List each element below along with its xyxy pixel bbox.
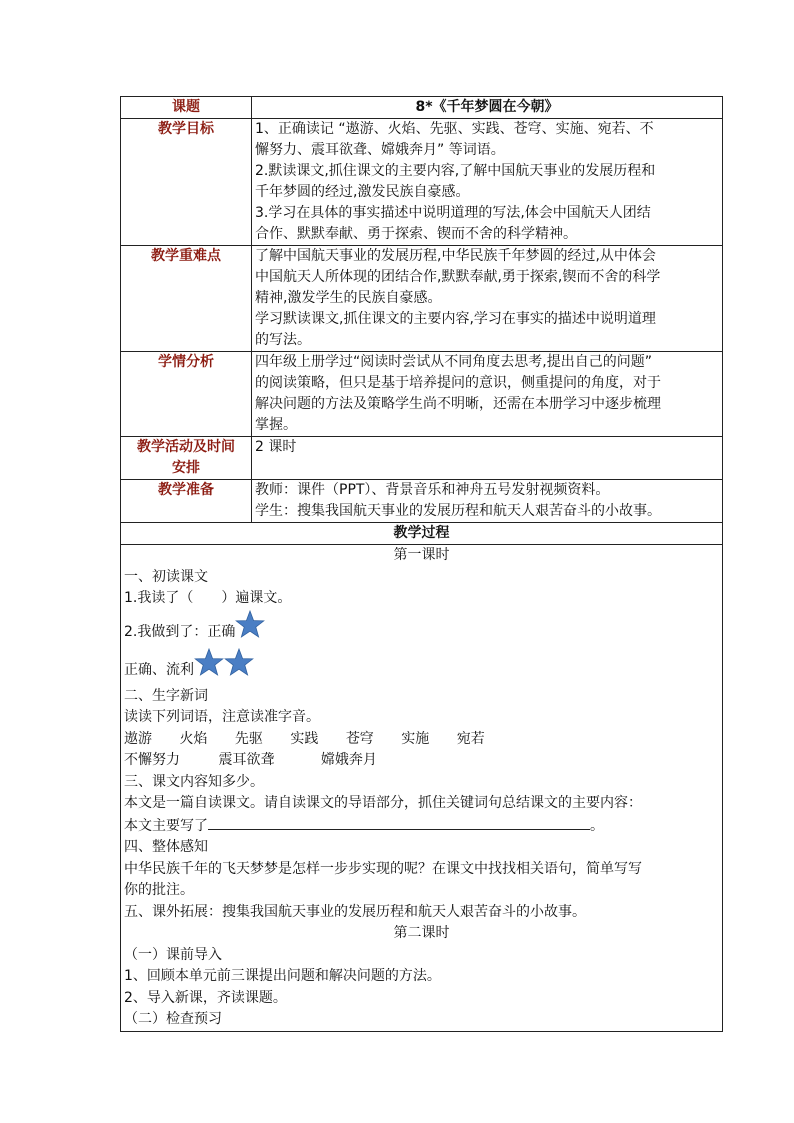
goals-content (252, 119, 723, 246)
goals-line: 3.学习在具体的事实描述中说明道理的写法,体会中国航天人团结 (255, 205, 651, 221)
key-points-line: 的写法。 (255, 332, 311, 348)
analysis-line: 掌握。 (255, 417, 297, 433)
word: 宛若 (456, 730, 485, 747)
star-icon (235, 610, 265, 638)
section1-title: 一、初读课文 (124, 568, 208, 585)
rating-correct-fluent-line (124, 648, 719, 686)
star-icon (224, 648, 254, 676)
summary-prefix: 本文主要写了 (124, 817, 208, 834)
schedule-row (121, 437, 723, 480)
goals-line: 2.默读课文,抓住课文的主要内容,了解中国航天事业的发展历程和 (255, 163, 656, 179)
section3-instruction: 本文是一篇自读课文。请自读课文的导语部分，抓住关键词句总结课文的主要内容： (124, 795, 642, 811)
analysis-label: 学情分析 (121, 352, 252, 437)
key-points-row (121, 246, 723, 352)
key-points-label: 教学重难点 (121, 246, 252, 352)
summary-answer-blank[interactable] (208, 815, 590, 830)
word: 震耳欲聋 (218, 752, 275, 768)
rating-correct-label: 2.我做到了：正确 (124, 623, 236, 640)
read-count-line: 1.我读了（ ）遍课文。 (124, 590, 292, 606)
analysis-line: 四年级上册学过“阅读时尝试从不同角度去思考,提出自己的问题” (255, 354, 652, 370)
word: 嫦娥奔月 (320, 752, 377, 768)
preparation-line: 教师：课件（PPT）、背景音乐和神舟五号发射视频资料。 (255, 482, 610, 498)
words-row-1 (124, 729, 719, 751)
star-icon (194, 648, 224, 676)
section2-title: 二、生字新词 (124, 687, 208, 704)
section4-line: 你的批注。 (124, 882, 194, 898)
summary-suffix: 。 (590, 817, 604, 834)
word: 实践 (290, 730, 319, 747)
word: 先驱 (234, 730, 263, 747)
rating-correct-line (124, 610, 719, 648)
word: 遨游 (124, 730, 152, 747)
preparation-line: 学生：搜集我国航天事业的发展历程和航天人艰苦奋斗的小故事。 (255, 503, 661, 519)
section3-title: 三、课文内容知多少。 (124, 773, 264, 790)
goals-label: 教学目标 (121, 119, 252, 246)
lesson2-title: 第二课时 (393, 925, 450, 941)
section2-instruction: 读读下列词语，注意读准字音。 (124, 709, 320, 725)
preparation-content (252, 480, 723, 523)
goals-line: 合作、默默奉献、勇于探索、锲而不舍的科学精神。 (255, 226, 577, 242)
preparation-label: 教学准备 (121, 480, 252, 523)
analysis-content (252, 352, 723, 437)
process-row (121, 545, 723, 1032)
lesson2-line: 2、导入新课，齐读课题。 (124, 989, 287, 1006)
section4-line: 中华民族千年的飞天梦梦是怎样一步步实现的呢？在课文中找找相关语句，简单写写 (124, 860, 642, 877)
lesson2-line: （二）检查预习 (124, 1011, 222, 1027)
goals-row (121, 119, 723, 246)
topic-row (121, 97, 723, 119)
section5-line: 五、课外拓展：搜集我国航天事业的发展历程和航天人艰苦奋斗的小故事。 (124, 903, 586, 920)
schedule-label (121, 437, 252, 480)
analysis-row (121, 352, 723, 437)
goals-line: 懈努力、震耳欲聋、嫦娥奔月” 等词语。 (255, 142, 505, 158)
schedule-content: 2 课时 (252, 437, 723, 480)
section4-title: 四、整体感知 (124, 839, 208, 855)
key-points-line: 了解中国航天事业的发展历程,中华民族千年梦圆的经过,从中体会 (255, 248, 656, 264)
lesson-plan-table (120, 96, 723, 1032)
process-heading-row (121, 523, 723, 545)
process-heading: 教学过程 (121, 523, 723, 545)
preparation-row (121, 480, 723, 523)
schedule-label-line: 安排 (172, 460, 200, 476)
analysis-line: 的阅读策略，但只是基于培养提问的意识，侧重提问的角度，对于 (255, 375, 661, 391)
schedule-label-line: 教学活动及时间 (137, 439, 235, 455)
words-row-2 (124, 750, 719, 772)
topic-title: 8*《千年梦圆在今朝》 (252, 97, 723, 119)
word: 苍穹 (345, 730, 374, 747)
rating-correct-fluent-label: 正确、流利 (124, 661, 194, 678)
lesson2-line: 1、回顾本单元前三课提出问题和解决问题的方法。 (124, 968, 441, 984)
key-points-line: 中国航天人所体现的团结合作,默默奉献,勇于探索,锲而不舍的科学 (255, 269, 661, 285)
lesson1-title: 第一课时 (393, 547, 450, 563)
word: 火焰 (179, 730, 208, 747)
word: 实施 (401, 730, 430, 747)
summary-fill-line (124, 815, 719, 838)
lesson-plan-page (120, 96, 722, 1032)
goals-line: 1、正确读记 “遨游、火焰、先驱、实践、苍穹、实施、宛若、不 (255, 121, 654, 137)
key-points-line: 学习默读课文,抓住课文的主要内容,学习在事实的描述中说明道理 (255, 311, 656, 327)
analysis-line: 解决问题的方法及策略学生尚不明晰，还需在本册学习中逐步梳理 (255, 396, 661, 412)
key-points-line: 精神,激发学生的民族自豪感。 (255, 290, 442, 306)
key-points-content (252, 246, 723, 352)
process-content (121, 545, 723, 1032)
goals-line: 千年梦圆的经过,激发民族自豪感。 (255, 184, 470, 200)
topic-label: 课题 (121, 97, 252, 119)
word: 不懈努力 (124, 752, 180, 768)
lesson2-line: （一）课前导入 (124, 946, 222, 963)
